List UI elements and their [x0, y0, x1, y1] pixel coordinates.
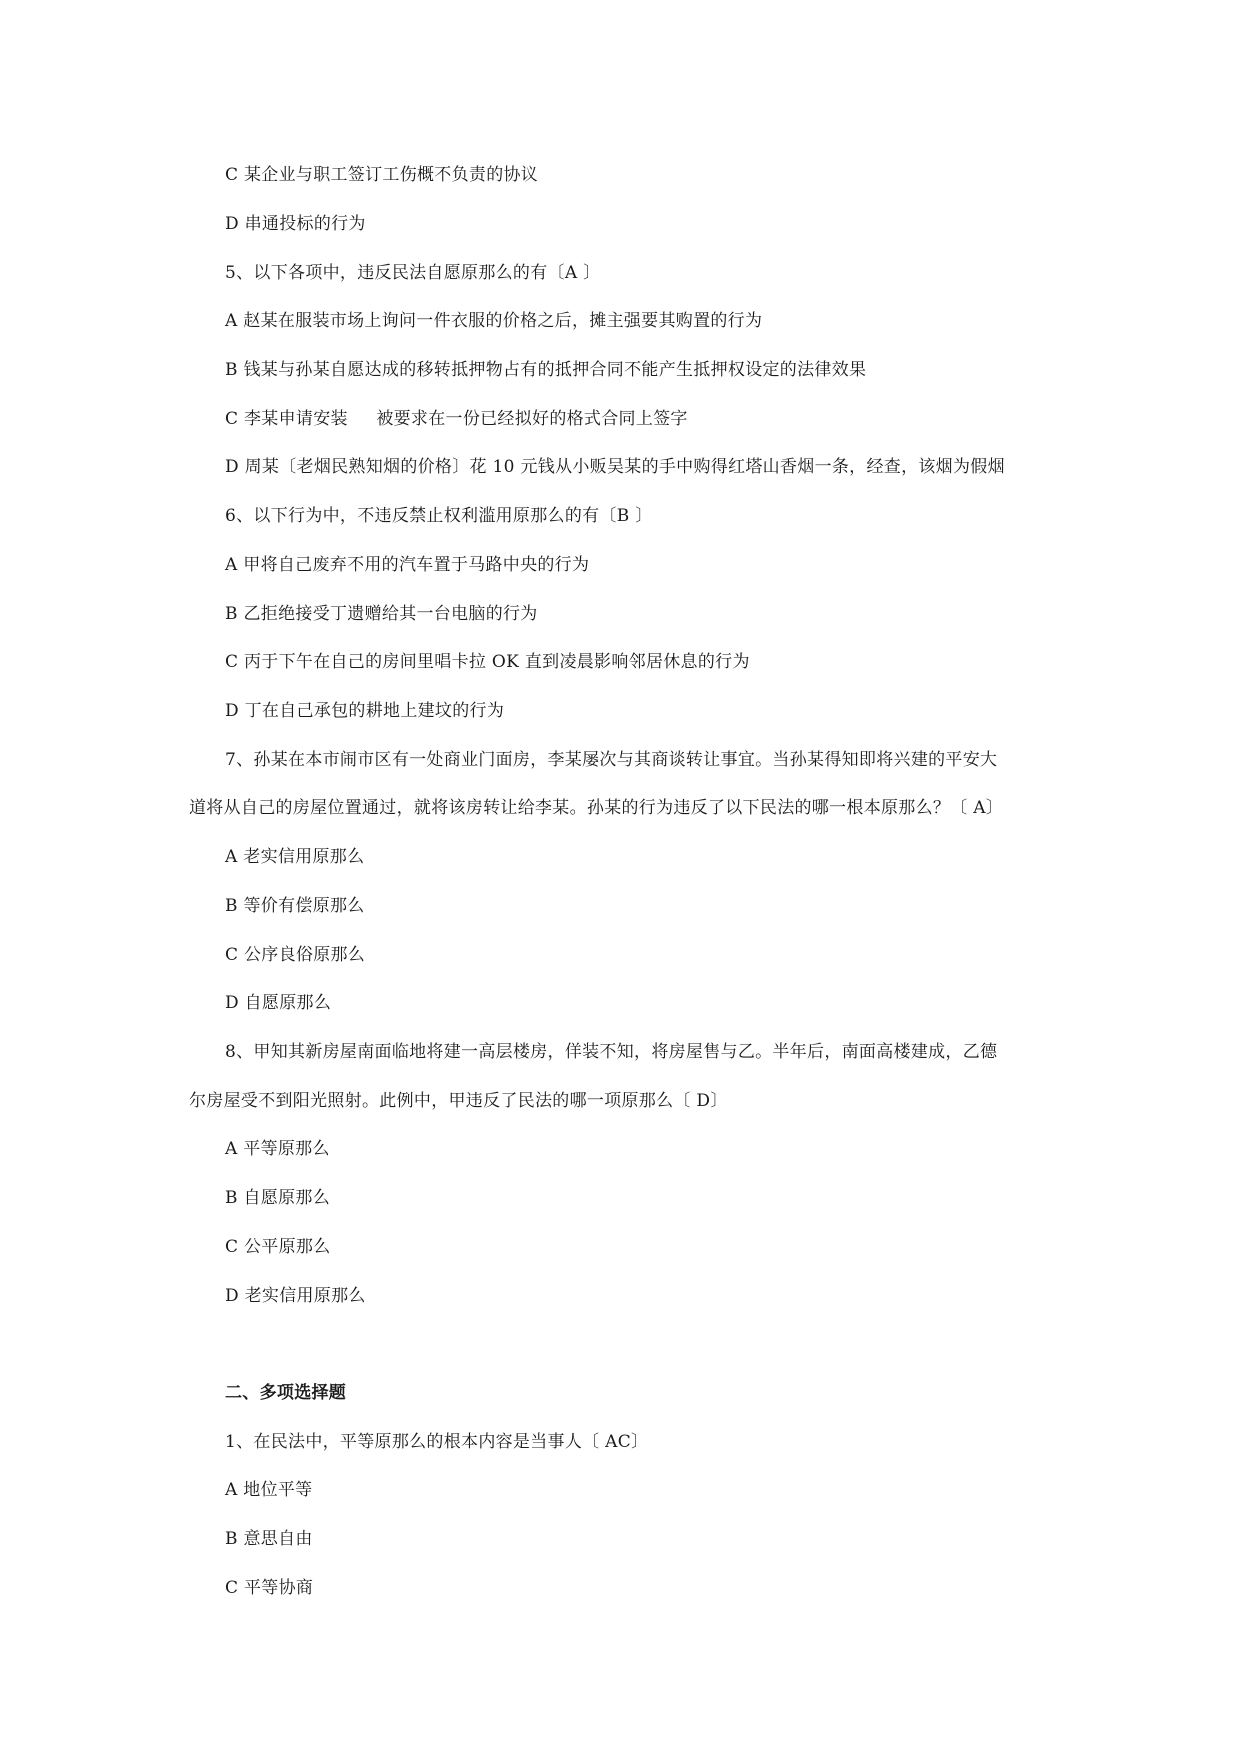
option-d-q8: D 老实信用原那么: [225, 1286, 366, 1306]
option-b-q5: B 钱某与孙某自愿达成的移转抵押物占有的抵押合同不能产生抵押权设定的法律效果: [225, 360, 867, 380]
option-b-mc1: B 意思自由: [225, 1529, 313, 1549]
question-8-line-1: 8、甲知其新房屋南面临地将建一高层楼房，佯装不知，将房屋售与乙。半年后，南面高楼建成，乙德: [225, 1042, 998, 1062]
option-a-q5: A 赵某在服装市场上询问一件衣服的价格之后，摊主强要其购置的行为: [225, 311, 763, 331]
option-b-q8: B 自愿原那么: [225, 1188, 330, 1208]
question-5: 5、以下各项中，违反民法自愿原那么的有〔A 〕: [225, 263, 601, 283]
option-b-q7: B 等价有偿原那么: [225, 896, 365, 916]
option-c-q4: C 某企业与职工签订工伤概不负责的协议: [225, 165, 539, 185]
question-8-line-2: 尔房屋受不到阳光照射。此例中，甲违反了民法的哪一项原那么〔 D〕: [189, 1091, 728, 1111]
option-d-q6: D 丁在自己承包的耕地上建坟的行为: [225, 701, 505, 721]
question-7-line-1: 7、孙某在本市闹市区有一处商业门面房，李某屡次与其商谈转让事宜。当孙某得知即将兴建的平安大: [225, 750, 998, 770]
option-d-q7: D 自愿原那么: [225, 993, 332, 1013]
option-c-q8: C 公平原那么: [225, 1237, 331, 1257]
question-6: 6、以下行为中，不违反禁止权利滥用原那么的有〔B 〕: [225, 506, 653, 526]
option-c-mc1: C 平等协商: [225, 1578, 314, 1598]
question-7-line-2: 道将从自己的房屋位置通过，就将该房转让给李某。孙某的行为违反了以下民法的哪一根本原那么？〔 A〕: [189, 798, 1004, 818]
option-a-q8: A 平等原那么: [225, 1139, 330, 1159]
section-heading-multiple-choice: 二、多项选择题: [225, 1383, 347, 1403]
option-c-q7: C 公序良俗原那么: [225, 945, 366, 965]
option-d-q4: D 串通投标的行为: [225, 214, 366, 234]
option-a-mc1: A 地位平等: [225, 1480, 313, 1500]
option-d-q5: D 周某〔老烟民熟知烟的价格〕花 10 元钱从小贩吴某的手中购得红塔山香烟一条，经查，该烟为假烟: [225, 457, 1005, 477]
option-a-q7: A 老实信用原那么: [225, 847, 365, 867]
mc-question-1: 1、在民法中，平等原那么的根本内容是当事人〔 AC〕: [225, 1432, 649, 1452]
option-c-q5: C 李某申请安装 被要求在一份已经拟好的格式合同上签字: [225, 409, 688, 429]
option-b-q6: B 乙拒绝接受丁遗赠给其一台电脑的行为: [225, 604, 538, 624]
option-a-q6: A 甲将自己废弃不用的汽车置于马路中央的行为: [225, 555, 590, 575]
option-c-q6: C 丙于下午在自己的房间里唱卡拉 OK 直到凌晨影响邻居休息的行为: [225, 652, 750, 672]
